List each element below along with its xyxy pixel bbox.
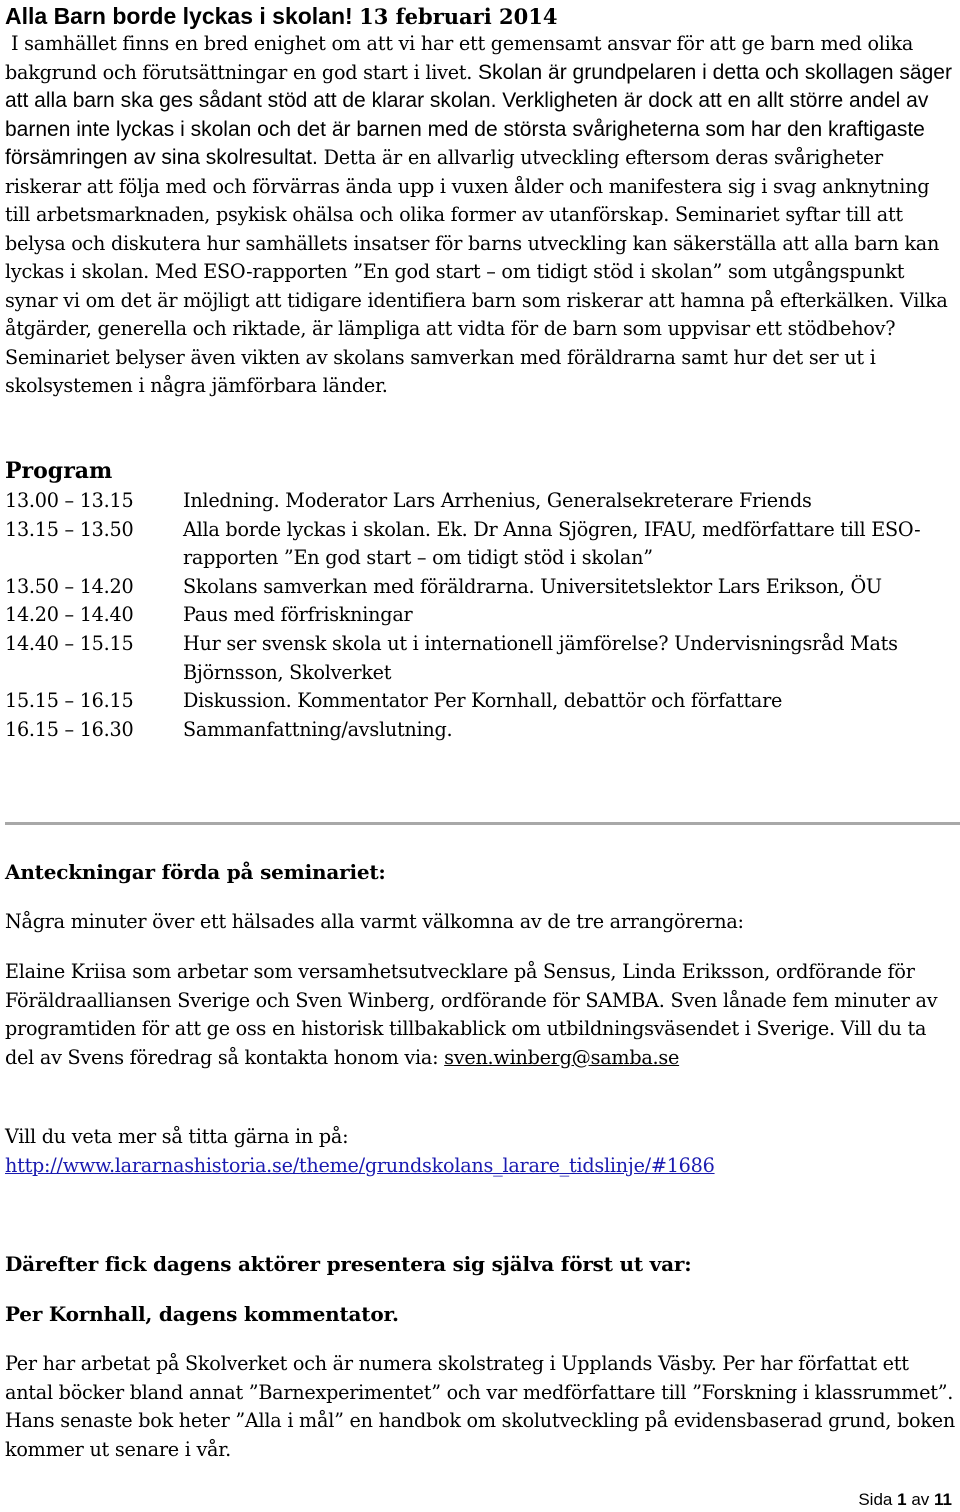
footer-page-total: 11 (934, 1490, 952, 1509)
notes-heading: Anteckningar förda på seminariet: (5, 860, 386, 884)
history-url-link[interactable]: http://www.lararnashistoria.se/theme/grundskolans_larare_tidslinje/#1686 (5, 1153, 715, 1177)
notes-more-text: Vill du veta mer så titta gärna in på: (5, 1125, 349, 1148)
title-date: 13 februari 2014 (359, 4, 558, 29)
notes-paragraph-text: Elaine Kriisa som arbetar som versamhetsutvecklare på Sensus, Linda Eriksson, ordförande för Föräldraalliansen Sverige och Sven Winberg, ordförande för SAMBA. Sven lånade fem minuter av programtiden för att ge oss en historisk tillbakablick om utbildningsväsendet i Sverige. Vill du ta del av Svens föredrag så kontakta honom via: (5, 960, 938, 1069)
schedule-row (5, 516, 955, 573)
schedule-time: 15.15 – 16.15 (5, 689, 134, 713)
schedule-item: Hur ser svensk skola ut i internationell jämförelse? Undervisningsråd Mats Björnsson, Skolverket (183, 631, 898, 684)
page-footer (858, 1490, 952, 1510)
intro-sentence-2: Skolan är grundpelaren i detta och skollagen säger att alla barn ska ges sådant stöd att de klarar skolan. Verkligheten är dock att en allt större andel av barnen inte lyckas i skolan och det är barnen med de största svårigheterna som har den kraftigaste försämringen av sina skolresultat. (5, 60, 952, 169)
schedule-time: 16.15 – 16.30 (5, 717, 134, 741)
schedule-item: Diskussion. Kommentator Per Kornhall, debattör och författare (183, 689, 783, 713)
intro-sentence-1: I samhället finns en bred enighet om att vi har ett gemensamt ansvar för att ge barn med olika bakgrund och förutsättningar en god start i livet. (5, 32, 914, 84)
actors-subheading: Per Kornhall, dagens kommentator. (5, 1302, 399, 1326)
schedule-item: Skolans samverkan med föräldrarna. Universitetslektor Lars Erikson, ÖU (183, 574, 882, 598)
notes-more (5, 1123, 955, 1180)
footer-mid: av (911, 1490, 930, 1509)
schedule-item: Inledning. Moderator Lars Arrhenius, Generalsekreterare Friends (183, 489, 812, 512)
schedule-row (5, 716, 955, 745)
schedule-row (5, 487, 955, 516)
program-schedule (5, 487, 955, 744)
schedule-item: Alla borde lyckas i skolan. Ek. Dr Anna Sjögren, IFAU, medförfattare till ESO- rapporten ”En god start – om tidigt stöd i skolan” (183, 517, 921, 570)
schedule-time: 14.20 – 14.40 (5, 603, 134, 627)
schedule-time: 13.00 – 13.15 (5, 489, 134, 512)
schedule-time: 13.50 – 14.20 (5, 574, 134, 598)
document-title (5, 2, 955, 31)
intro-text (5, 30, 955, 401)
schedule-item: Sammanfattning/avslutning. (183, 717, 453, 741)
schedule-row (5, 573, 955, 602)
notes-intro: Några minuter över ett hälsades alla varmt välkomna av de tre arrangörerna: (5, 910, 744, 933)
schedule-row (5, 630, 955, 687)
actors-paragraph: Per har arbetat på Skolverket och är numera skolstrateg i Upplands Väsby. Per har författat ett antal böcker bland annat ”Barnexperimentet” och var medförfattare till ”Forskning i klassrummet”. Hans senaste bok heter ”Alla i mål” en handbok om skolutveckling på evidensbaserad grund, boken kommer ut senare i vår. (5, 1352, 955, 1461)
schedule-time: 13.15 – 13.50 (5, 517, 134, 541)
title-main: Alla Barn borde lyckas i skolan! (5, 3, 353, 29)
footer-page-number: 1 (897, 1490, 907, 1509)
notes-paragraph (5, 958, 955, 1072)
program-heading: Program (5, 458, 113, 484)
schedule-row (5, 687, 955, 716)
schedule-item: Paus med förfriskningar (183, 603, 413, 627)
email-link[interactable]: sven.winberg@samba.se (444, 1045, 680, 1069)
intro-sentence-3: Detta är en allvarlig utveckling eftersom deras svårigheter riskerar att följa med och förvärras ända upp i vuxen ålder och manifestera sig i svag anknytning till arbetsmarknaden, psykisk ohälsa och olika former av utanförskap. Seminariet syftar till att belysa och diskutera hur samhällets insatser för barns utveckling kan säkerställa att alla barn kan lyckas i skolan. Med ESO-rapporten ”En god start – om tidigt stöd i skolan” som utgångspunkt synar vi om det är möjligt att tidigare identifiera barn som riskerar att hamna på efterkälken. Vilka åtgärder, generella och riktade, är lämpliga att vidta för de barn som uppvisar ett stödbehov? Seminariet belyser även vikten av skolans samverkan med föräldrarna samt hur det ser ut i skolsystemen i några jämförbara länder. (5, 146, 948, 397)
horizontal-divider (5, 822, 960, 825)
schedule-row (5, 601, 955, 630)
footer-prefix: Sida (858, 1490, 893, 1509)
schedule-time: 14.40 – 15.15 (5, 631, 134, 655)
actors-heading: Därefter fick dagens aktörer presentera sig själva först ut var: (5, 1252, 692, 1276)
